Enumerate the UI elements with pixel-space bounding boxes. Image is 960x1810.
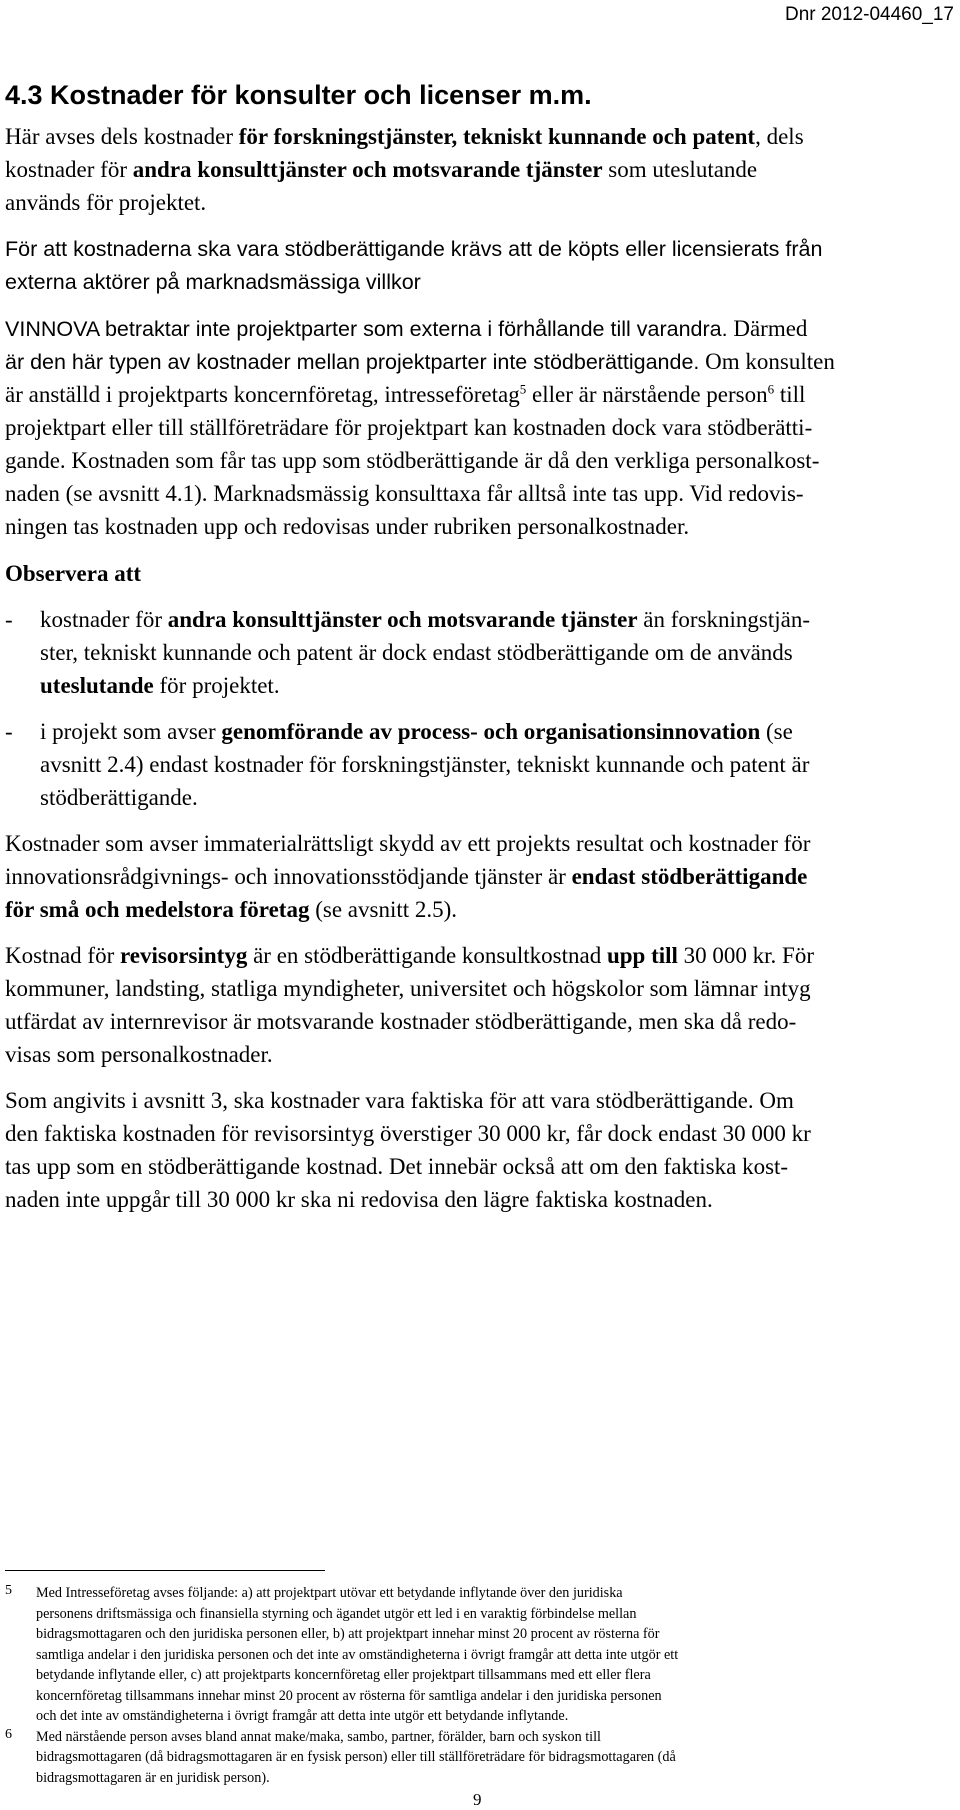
text-span: är den här typen av kostnader mellan projektparter inte stödberättigande.	[5, 350, 700, 374]
paragraph-line	[5, 316, 807, 342]
bullet-line: stödberättigande.	[40, 785, 198, 810]
paragraph-line: kommuner, landsting, statliga myndigheter, universitet och högskolor som lämnar intyg	[5, 976, 811, 1001]
text-span: (se avsnitt 2.5).	[309, 897, 458, 922]
bullet-dash: -	[5, 607, 13, 632]
paragraph-line	[5, 382, 805, 408]
bold-text: uteslutande	[40, 673, 154, 698]
footnote-line: Med närstående person avses bland annat make/maka, sambo, partner, förälder, barn och syskon till	[36, 1728, 601, 1745]
footnote-line: bidragsmottagaren (då bidragsmottagaren är en fysisk person) eller till ställföreträdare för bidragsmottagaren (då	[36, 1749, 676, 1765]
page-number: 9	[473, 1790, 482, 1809]
text-span: är anställd i projektparts koncernföretag, intresseföretag	[5, 382, 520, 407]
intro-line: används för projektet.	[5, 190, 207, 215]
paragraph-line: tas upp som en stödberättigande kostnad. Det innebär också att om den faktiska kost-	[5, 1154, 789, 1179]
text-span: innovationsrådgivnings- och innovationsstödjande tjänster är	[5, 864, 572, 889]
paragraph-line: visas som personalkostnader.	[5, 1042, 273, 1067]
text-span: , dels	[755, 124, 804, 149]
text-span: eller är närstående person	[526, 382, 768, 407]
paragraph-line: den faktiska kostnaden för revisorsintyg överstiger 30 000 kr, får dock endast 30 000 kr	[5, 1121, 811, 1146]
bold-text: för små och medelstora företag	[5, 897, 310, 922]
text-span: kostnader för	[40, 607, 168, 632]
footnote-line: samtliga andelar i den juridiska personen och det inte av omständigheterna i övrigt framgår att detta inte utgör ett	[36, 1646, 679, 1663]
bold-text: revisorsintyg	[119, 943, 248, 968]
text-span: Kostnad för	[5, 943, 120, 968]
text-span: Här avses dels kostnader	[5, 124, 239, 149]
text-span: Därmed	[727, 316, 808, 341]
paragraph-line	[5, 943, 814, 969]
paragraph-line: projektpart eller till ställföreträdare för projektpart kan kostnaden dock vara stödberätti-	[5, 415, 813, 440]
paragraph-line: Som angivits i avsnitt 3, ska kostnader vara faktiska för att vara stödberättigande. Om	[5, 1088, 794, 1113]
footnote-separator	[5, 1570, 325, 1571]
text-span: VINNOVA betraktar inte projektparter som externa i förhållande till varandra.	[5, 317, 728, 341]
observera-heading: Observera att	[5, 561, 142, 586]
intro-line	[5, 157, 757, 183]
bullet-line	[40, 673, 280, 699]
footnote-ref[interactable]: 5	[519, 381, 527, 397]
paragraph-line	[5, 864, 807, 890]
text-span: som uteslutande	[602, 157, 758, 182]
paragraph-line	[5, 897, 457, 923]
paragraph-line: utfärdat av internrevisor är motsvarande kostnader stödberättigande, men ska då redo-	[5, 1009, 797, 1034]
intro-line	[5, 124, 804, 150]
footnote-line: och det inte av omständigheterna i övrigt framgår att detta inte utgör ett betydande inflytande.	[36, 1708, 569, 1724]
text-span: än forskningstjän-	[637, 607, 811, 632]
paragraph-line: Kostnader som avser immaterialrättsligt skydd av ett projekts resultat och kostnader för	[5, 831, 811, 856]
text-span: (se	[760, 719, 793, 744]
paragraph-line: För att kostnaderna ska vara stödberättigande krävs att de köpts eller licensierats från	[5, 237, 823, 261]
section-title: 4.3 Kostnader för konsulter och licenser m.m.	[5, 80, 592, 110]
text-span: är en stödberättigande konsultkostnad	[247, 943, 607, 968]
bullet-line	[40, 607, 810, 633]
bold-text: endast stödberättigande	[571, 864, 808, 889]
footnote-number: 5	[5, 1583, 12, 1598]
paragraph-line: naden inte uppgår till 30 000 kr ska ni redovisa den lägre faktiska kostnaden.	[5, 1187, 713, 1212]
text-span: kostnader för	[5, 157, 133, 182]
paragraph-line: ningen tas kostnaden upp och redovisas under rubriken personalkostnader.	[5, 514, 690, 539]
text-span: i projekt som avser	[40, 719, 222, 744]
bold-text: upp till	[606, 943, 678, 968]
text-span: till	[774, 382, 806, 407]
bold-text: genomförande av process- och organisationsinnovation	[221, 719, 761, 744]
footnote-line: koncernföretag tillsammans innehar minst 20 procent av rösterna för samtliga andelar i den juridiska personen	[36, 1687, 662, 1704]
footnote-line: bidragsmottagaren är en juridisk person).	[36, 1769, 270, 1786]
document-reference: Dnr 2012-04460_17	[784, 4, 954, 25]
footnote-line: personens driftsmässiga och finansiella styrning och ägandet utgör ett led i en varaktig förbindelse mellan	[36, 1605, 637, 1622]
paragraph-line: naden (se avsnitt 4.1). Marknadsmässig konsulttaxa får alltså inte tas upp. Vid redovis-	[5, 481, 804, 506]
footnote-line: betydande inflytande eller, c) att projektparts koncernföretag eller projektpart tillsammans med ett eller flera	[36, 1667, 651, 1683]
paragraph-line	[5, 349, 835, 375]
footnote-line: bidragsmottagaren och den juridiska personen eller, b) att projektpart innehar minst 20 procent av rösterna för	[36, 1626, 660, 1642]
bullet-line: ster, tekniskt kunnande och patent är dock endast stödberättigande om de används	[40, 640, 793, 665]
text-span: 30 000 kr. För	[677, 943, 815, 968]
bold-text: för forskningstjänster, tekniskt kunnande och patent	[238, 124, 756, 149]
paragraph-line: externa aktörer på marknadsmässiga villkor	[5, 270, 421, 294]
footnote-ref[interactable]: 6	[767, 381, 775, 397]
text-span: Om konsulten	[699, 349, 835, 374]
bullet-line	[40, 719, 793, 745]
bold-text: andra konsulttjänster och motsvarande tjänster	[167, 607, 638, 632]
bullet-line: avsnitt 2.4) endast kostnader för forskningstjänster, tekniskt kunnande och patent är	[40, 752, 810, 777]
footnote-number: 6	[5, 1726, 12, 1742]
paragraph-line: gande. Kostnaden som får tas upp som stödberättigande är då den verkliga personalkost-	[5, 448, 820, 473]
footnote-line: Med Intresseföretag avses följande: a) att projektpart utövar ett betydande inflytande över den juridiska	[36, 1585, 623, 1601]
bold-text: andra konsulttjänster och motsvarande tjänster	[132, 157, 603, 182]
text-span: för projektet.	[153, 673, 280, 698]
bullet-dash: -	[5, 719, 13, 744]
